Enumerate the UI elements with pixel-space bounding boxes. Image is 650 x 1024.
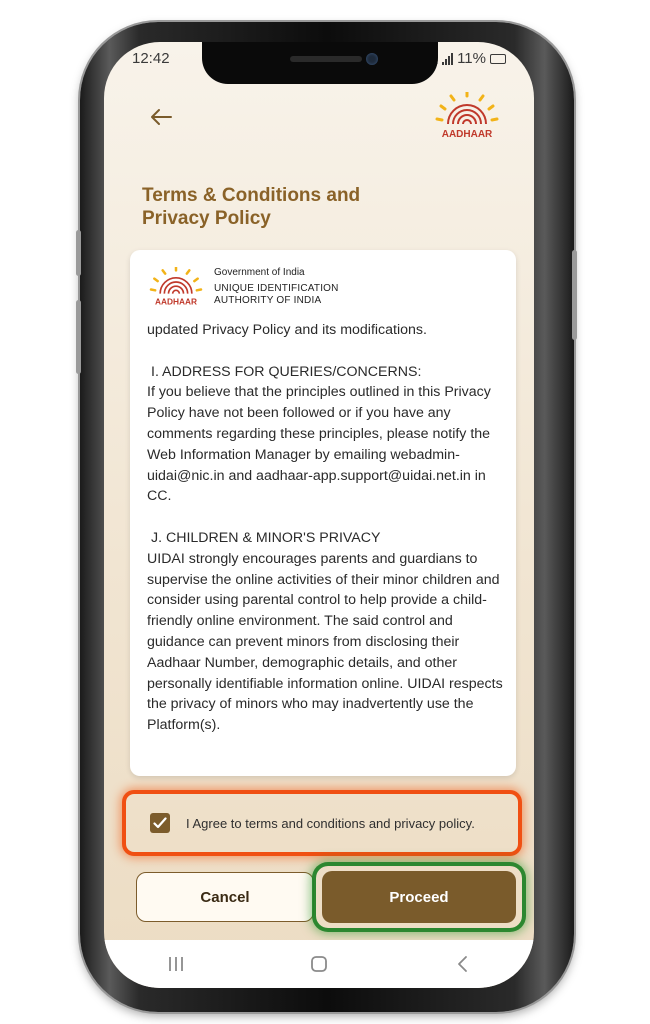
volume-button (76, 230, 81, 276)
org-line-authority: AUTHORITY OF INDIA (214, 295, 322, 306)
org-line-uidai: UNIQUE IDENTIFICATION (214, 283, 339, 294)
org-line-government: Government of India (214, 267, 305, 278)
section-heading: J. CHILDREN & MINOR'S PRIVACY (151, 529, 381, 546)
back-arrow-icon[interactable] (146, 102, 176, 132)
aadhaar-logo (434, 92, 500, 140)
agree-row[interactable] (126, 794, 518, 852)
svg-text:AADHAAR: AADHAAR (154, 296, 198, 307)
volume-button (76, 300, 81, 374)
section-body: If you believe that the principles outlined in this Privacy Policy have not been followed or if you have any comments regarding these principles, please notify the Web Information Manager by emailing webadmin-uidai@nic.in and aadhaar-app.support@uidai.net.in in CC. (147, 384, 491, 505)
signal-icon (442, 53, 453, 65)
section-body: UIDAI strongly encourages parents and guardians to supervise the online activities of their minor children and consider using parental control to help provide a child-friendly online environment. The said control and guidance can prevent minors from disclosing their Aadhaar Number, demographic details, and other personally identifiable information online. UIDAI respects the privacy of minors who may inadvertently use the Platform(s). (147, 550, 503, 734)
proceed-button[interactable]: Proceed (322, 871, 516, 923)
page-title: Terms & Conditions and Privacy Policy (142, 185, 361, 229)
check-icon (153, 817, 167, 829)
battery-icon (490, 54, 506, 64)
agree-label: I Agree to terms and conditions and privacy policy. (186, 815, 475, 831)
policy-text (147, 320, 503, 736)
system-nav-bar (104, 940, 534, 988)
org-name (214, 267, 339, 307)
speaker (290, 56, 362, 62)
camera (366, 53, 378, 65)
recents-icon[interactable] (156, 949, 196, 979)
section-heading: I. ADDRESS FOR QUERIES/CONCERNS: (151, 363, 422, 380)
cancel-button[interactable]: Cancel (136, 872, 314, 922)
agree-checkbox[interactable] (150, 813, 170, 833)
uidai-header (148, 266, 339, 308)
power-button (572, 250, 577, 340)
svg-text:AADHAAR: AADHAAR (441, 129, 493, 140)
home-icon[interactable] (299, 949, 339, 979)
aadhaar-logo (148, 267, 204, 307)
proceed-highlight (316, 866, 522, 928)
screen (104, 42, 534, 988)
policy-card[interactable] (130, 250, 516, 776)
policy-lead: updated Privacy Policy and its modifications. (147, 322, 427, 338)
back-icon[interactable] (442, 949, 482, 979)
battery-percent: 11% (457, 50, 486, 67)
status-time: 12:42 (132, 50, 170, 67)
notch (202, 42, 438, 84)
